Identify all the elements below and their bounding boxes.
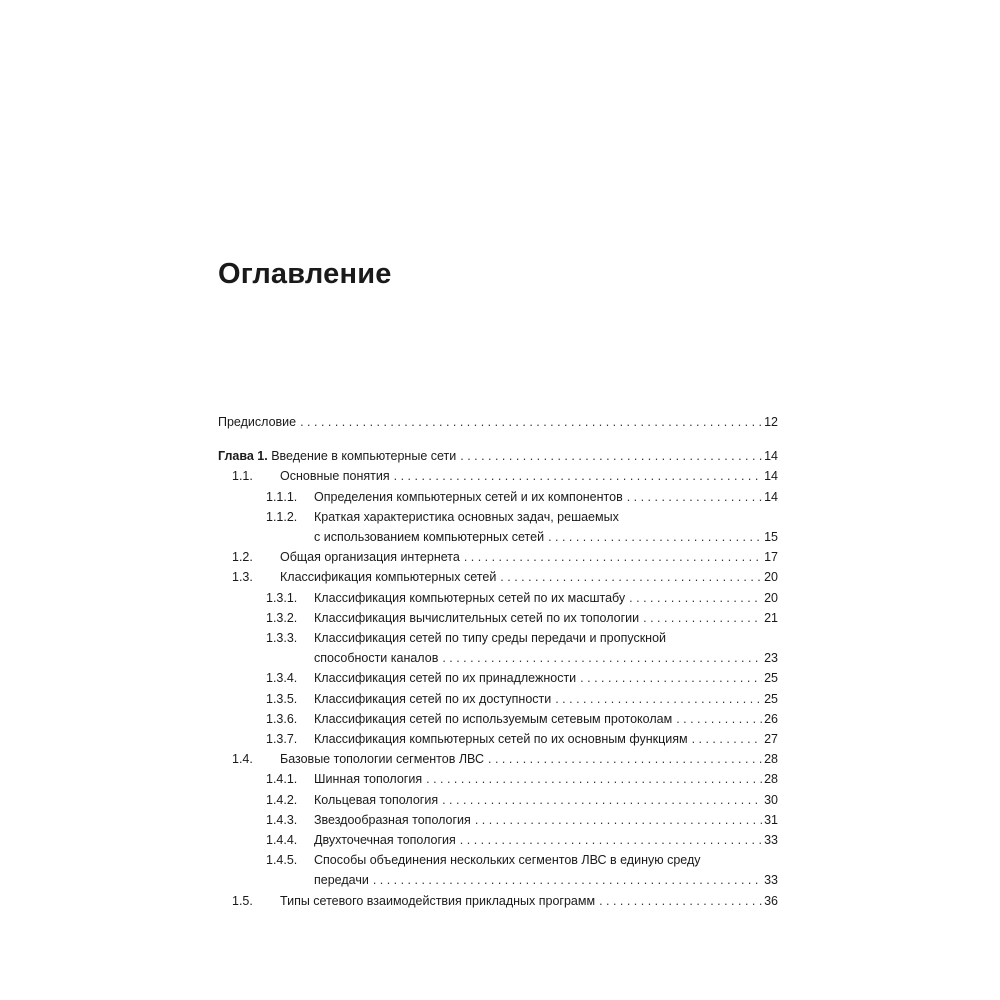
dot-leader xyxy=(475,810,762,830)
toc-entry-title: Кольцевая топология xyxy=(314,792,439,807)
dot-leader xyxy=(580,668,762,688)
toc-entry-1-4-1[interactable] xyxy=(218,769,778,789)
dot-leader xyxy=(460,830,762,850)
toc-page-number: 26 xyxy=(764,711,778,726)
toc-entry-title: Классификация вычислительных сетей по их топологии xyxy=(314,610,640,625)
toc-entry-1-4[interactable] xyxy=(218,749,778,769)
toc-entry-1-3[interactable] xyxy=(218,567,778,587)
dot-leader xyxy=(500,567,762,587)
toc-entry-1-3-6[interactable] xyxy=(218,709,778,729)
toc-section-number: 1.3. xyxy=(232,570,253,585)
toc-entry-title-line-1: Способы объединения нескольких сегментов ЛВС в единую среду xyxy=(314,853,701,868)
toc-page-number: 23 xyxy=(764,651,778,666)
toc-entry-1-5[interactable] xyxy=(218,891,778,911)
toc-entry-title-line-2: способности каналов xyxy=(314,651,439,666)
toc-page-number: 12 xyxy=(764,415,778,429)
toc-entry-title: Классификация компьютерных сетей по их основным функциям xyxy=(314,732,688,747)
toc-page-number: 36 xyxy=(764,893,778,908)
toc-page-number: 33 xyxy=(764,833,778,848)
toc-section-number: 1.1.1. xyxy=(266,489,298,504)
toc-entry-1-4-4[interactable] xyxy=(218,830,778,850)
toc-page-number: 21 xyxy=(764,610,778,625)
toc-page-number: 20 xyxy=(764,570,778,585)
toc-entry-title: Классификация сетей по их доступности xyxy=(314,691,552,706)
table-of-contents xyxy=(218,412,778,911)
toc-entry-1-3-2[interactable] xyxy=(218,608,778,628)
dot-leader xyxy=(555,689,762,709)
chapter-title: Введение в компьютерные сети xyxy=(271,449,457,464)
toc-page-number: 14 xyxy=(764,469,778,484)
toc-section-number: 1.3.7. xyxy=(266,732,298,747)
toc-entry-1-4-2[interactable] xyxy=(218,790,778,810)
toc-section-number: 1.4.5. xyxy=(266,853,298,868)
toc-entry-1-1[interactable] xyxy=(218,466,778,486)
toc-section-number: 1.5. xyxy=(232,893,253,908)
dot-leader xyxy=(464,547,762,567)
toc-entry-1-4-5[interactable] xyxy=(218,850,778,890)
toc-page-number: 28 xyxy=(764,752,778,767)
toc-entry-title: Шинная топология xyxy=(314,772,423,787)
toc-entry-title: Классификация компьютерных сетей xyxy=(280,570,497,585)
dot-leader xyxy=(629,588,762,608)
toc-page-number: 25 xyxy=(764,691,778,706)
toc-entry-title-line-2: с использованием компьютерных сетей xyxy=(314,530,545,545)
toc-entry-preface[interactable] xyxy=(218,412,778,432)
dot-leader xyxy=(627,487,762,507)
toc-page-number: 30 xyxy=(764,792,778,807)
toc-entry-1-3-3[interactable] xyxy=(218,628,778,668)
dot-leader xyxy=(460,446,762,466)
dot-leader xyxy=(488,749,762,769)
toc-entry-title: Классификация сетей по используемым сетевым протоколам xyxy=(314,711,673,726)
toc-entry-title: Базовые топологии сегментов ЛВС xyxy=(280,752,484,767)
toc-section-number: 1.3.6. xyxy=(266,711,298,726)
dot-leader xyxy=(373,870,762,890)
toc-entry-1-3-1[interactable] xyxy=(218,588,778,608)
toc-entry-chapter-1[interactable] xyxy=(218,446,778,466)
toc-entry-1-1-1[interactable] xyxy=(218,487,778,507)
dot-leader xyxy=(692,729,763,749)
toc-entry-title: Классификация сетей по их принадлежности xyxy=(314,671,577,686)
toc-page-number: 25 xyxy=(764,671,778,686)
toc-entry-title-line-2: передачи xyxy=(314,873,369,888)
toc-entry-title: Звездообразная топология xyxy=(314,812,471,827)
toc-page-number: 27 xyxy=(764,732,778,747)
toc-section-number: 1.3.4. xyxy=(266,671,298,686)
toc-section-number: 1.4.4. xyxy=(266,833,298,848)
toc-page-number: 14 xyxy=(764,489,778,504)
dot-leader xyxy=(599,891,762,911)
dot-leader xyxy=(394,466,762,486)
dot-leader xyxy=(442,790,762,810)
toc-entry-title: Типы сетевого взаимодействия прикладных программ xyxy=(280,893,596,908)
toc-entry-title: Общая организация интернета xyxy=(280,550,460,565)
dot-leader xyxy=(300,412,762,432)
toc-entry-title: Определения компьютерных сетей и их компонентов xyxy=(314,489,623,504)
toc-page-number: 31 xyxy=(764,812,778,827)
toc-entry-1-3-5[interactable] xyxy=(218,689,778,709)
toc-section-number: 1.4.1. xyxy=(266,772,298,787)
toc-section-number: 1.3.2. xyxy=(266,610,298,625)
toc-section-number: 1.4.2. xyxy=(266,792,298,807)
toc-entry-1-3-4[interactable] xyxy=(218,668,778,688)
toc-entry-title: Классификация компьютерных сетей по их масштабу xyxy=(314,590,626,605)
toc-section-number: 1.3.3. xyxy=(266,631,298,646)
dot-leader xyxy=(426,769,762,789)
toc-entry-title: Двухточечная топология xyxy=(314,833,456,848)
chapter-label: Глава 1. xyxy=(218,449,268,464)
dot-leader xyxy=(676,709,762,729)
toc-entry-title: Предисловие xyxy=(218,415,297,429)
toc-page-number: 17 xyxy=(764,550,778,565)
page-title: Оглавление xyxy=(218,258,392,290)
toc-entry-1-1-2[interactable] xyxy=(218,507,778,547)
toc-page-number: 33 xyxy=(764,873,778,888)
toc-section-number: 1.4. xyxy=(232,752,253,767)
toc-entry-1-2[interactable] xyxy=(218,547,778,567)
toc-page-number: 15 xyxy=(764,530,778,545)
toc-entry-1-4-3[interactable] xyxy=(218,810,778,830)
toc-page-number: 28 xyxy=(764,772,778,787)
toc-section-number: 1.3.5. xyxy=(266,691,298,706)
toc-section-number: 1.3.1. xyxy=(266,590,298,605)
toc-section-number: 1.2. xyxy=(232,550,253,565)
toc-entry-title-line-1: Краткая характеристика основных задач, решаемых xyxy=(314,509,619,524)
toc-entry-title: Основные понятия xyxy=(280,469,390,484)
toc-page-number: 20 xyxy=(764,590,778,605)
toc-entry-title xyxy=(218,446,456,466)
toc-entry-title-line-1: Классификация сетей по типу среды передачи и пропускной xyxy=(314,631,667,646)
toc-section-number: 1.1.2. xyxy=(266,509,298,524)
toc-section-number: 1.4.3. xyxy=(266,812,298,827)
toc-section-number: 1.1. xyxy=(232,469,253,484)
dot-leader xyxy=(548,527,762,547)
toc-entry-1-3-7[interactable] xyxy=(218,729,778,749)
dot-leader xyxy=(643,608,762,628)
toc-page-number: 14 xyxy=(764,449,778,464)
dot-leader xyxy=(442,648,762,668)
